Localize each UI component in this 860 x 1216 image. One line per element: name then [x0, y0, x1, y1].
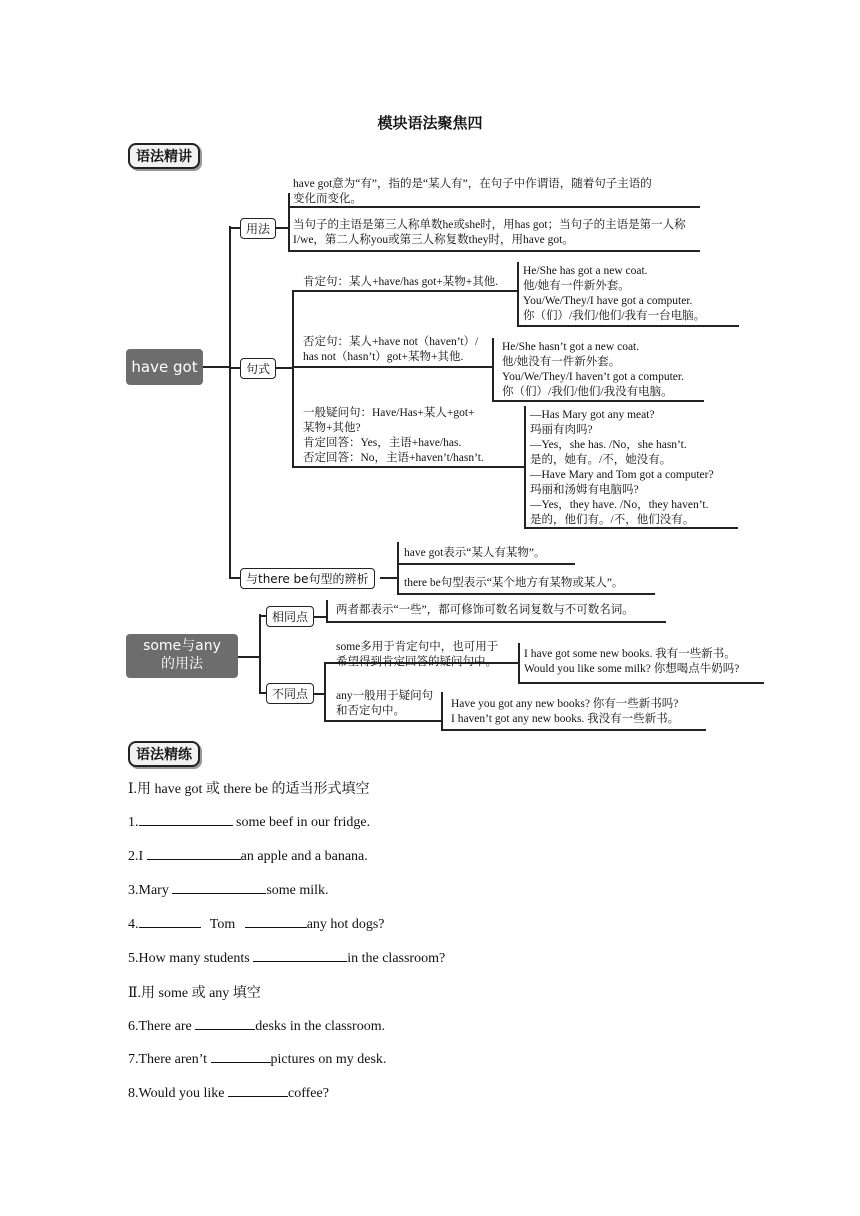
pattern-node: 句式: [240, 358, 276, 379]
some-any-node: some与any 的用法: [126, 634, 238, 678]
answer-blank-3[interactable]: [172, 880, 266, 894]
question-6: 6.There are desks in the classroom.: [128, 1016, 385, 1035]
grammar-practice-badge: 语法精练: [128, 741, 200, 767]
question-5: 5.How many students in the classroom?: [128, 948, 445, 967]
question-8: 8.Would you like coffee?: [128, 1083, 329, 1102]
negative-rule: 否定句：某人+have not（haven’t）/ has not（hasn’t）got+某物+其他.: [303, 336, 479, 363]
answer-blank-4b[interactable]: [245, 914, 307, 928]
question-3: 3.Mary some milk.: [128, 880, 329, 899]
same-text: 两者都表示“一些”，都可修饰可数名词复数与不可数名词。: [336, 604, 634, 616]
answer-blank-6[interactable]: [195, 1016, 255, 1030]
any-examples: Have you got any new books? 你有一些新书吗? I haven’t got any new books. 我没有一些新书。: [451, 698, 680, 725]
answer-blank-7[interactable]: [211, 1049, 271, 1063]
answer-blank-4a[interactable]: [139, 914, 201, 928]
section-1-heading: Ⅰ.用 have got 或 there be 的适当形式填空: [128, 782, 370, 797]
there-be-compare-1: have got表示“某人有某物”。: [404, 547, 546, 559]
have-got-node: have got: [126, 349, 203, 385]
there-be-compare-2: there be句型表示“某个地方有某物或某人”。: [404, 577, 624, 589]
question-7: 7.There aren’t pictures on my desk.: [128, 1049, 386, 1068]
usage-text: 当句子的主语是第三人称单数he或she时，用has got；当句子的主语是第一人称 I/we，第二人称you或第三人称复数they时，用have got。: [293, 219, 686, 246]
section-2-heading: Ⅱ.用 some 或 any 填空: [128, 986, 261, 1001]
answer-blank-1[interactable]: [139, 812, 233, 826]
question-2: 2.I an apple and a banana.: [128, 846, 368, 865]
question-1: 1. some beef in our fridge.: [128, 812, 370, 831]
answer-blank-5[interactable]: [253, 948, 347, 962]
some-examples: I have got some new books. 我有一些新书。 Would you like some milk? 你想喝点牛奶吗?: [524, 648, 740, 675]
affirmative-examples: He/She has got a new coat. 他/她有一件新外套。 You/We/They/I have got a computer. 你（们）/我们/他们/我有一台电脑。: [523, 265, 706, 322]
page-title: 模块语法聚焦四: [377, 116, 483, 132]
affirmative-rule: 肯定句：某人+have/has got+某物+其他.: [303, 276, 499, 288]
negative-examples: He/She hasn’t got a new coat. 他/她没有一件新外套。 You/We/They/I haven’t got a computer. 你（们）/我们/他们/我没有电脑。: [502, 341, 684, 398]
usage-node: 用法: [240, 218, 276, 239]
question-rule: 一般疑问句：Have/Has+某人+got+ 某物+其他? 肯定回答：Yes，主语+have/has. 否定回答：No，主语+haven’t/hasn’t.: [303, 407, 484, 464]
answer-blank-8[interactable]: [228, 1083, 288, 1097]
diff-node: 不同点: [266, 683, 314, 704]
any-rule: any一般用于疑问句 和否定句中。: [336, 690, 434, 717]
same-node: 相同点: [266, 606, 314, 627]
there-be-node: 与there be句型的辨析: [240, 568, 375, 589]
answer-blank-2[interactable]: [147, 846, 241, 860]
question-4: 4. Tom any hot dogs?: [128, 914, 384, 933]
grammar-explain-badge: 语法精讲: [128, 143, 200, 169]
intro-text: have got意为“有”，指的是“某人有”，在句子中作谓语，随着句子主语的 变化而变化。: [293, 178, 652, 205]
some-rule: some多用于肯定句中，也可用于 希望得到肯定回答的疑问句中。: [336, 641, 499, 668]
question-examples: —Has Mary got any meat? 玛丽有肉吗? —Yes，she has. /No，she hasn’t. 是的，她有。/不，她没有。 —Have Mary and Tom got a computer? 玛丽和汤姆有电脑吗? —Yes，they have. /No，they haven’t. 是的，他们有。/不，他们没有。: [530, 409, 714, 526]
